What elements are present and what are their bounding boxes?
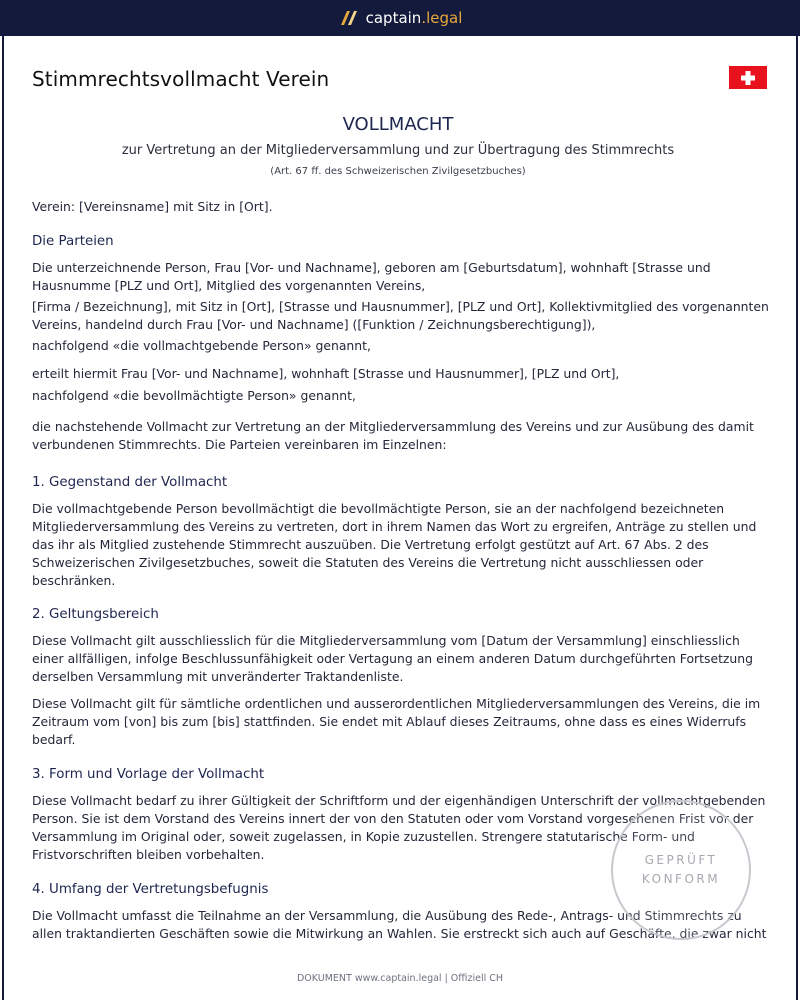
document-title: Stimmrechtsvollmacht Verein (32, 67, 330, 91)
parteien-paragraph-3: nachfolgend «die vollmachtgebende Person» genannt, (32, 338, 371, 353)
section-heading-parteien: Die Parteien (32, 234, 114, 249)
swiss-flag-icon (729, 66, 767, 89)
stamp-line-2: KONFORM (641, 872, 721, 886)
main-heading: VOLLMACHT (342, 114, 454, 135)
section-1-paragraph-1: Die vollmachtgebende Person bevollmächtigt die bevollmächtigte Person, sie an der nachfolgend bezeichneten Mitgliederversammlung des Vereins zu vertreten, dort in ihrem Namen das Wort zu ergreifen, Anträge zu stellen und das ihr als Mitglied zustehende Stimmrecht auszuüben. Die Vertretung erfolgt gestützt auf Art. 67 Abs. 2 des Schweizerischen Zivilgesetzbuches, soweit die Statuten des Vereins die Vertretung nicht ausschliessen oder beschränken. (32, 501, 757, 588)
section-heading-4: 4. Umfang der Vertretungsbefugnis (32, 882, 269, 897)
legal-reference: (Art. 67 ff. des Schweizerischen Zivilgesetzbuches) (270, 166, 526, 177)
parteien-paragraph-6: die nachstehende Vollmacht zur Vertretung an der Mitgliederversammlung des Vereins und zur Ausübung des damit verbundenen Stimmrechts. Die Parteien vereinbaren im Einzelnen: (32, 419, 754, 452)
section-heading-1: 1. Gegenstand der Vollmacht (32, 475, 228, 490)
parteien-paragraph-4: erteilt hiermit Frau [Vor- und Nachname], wohnhaft [Strasse und Hausnummer], [PLZ und Ort], (32, 366, 620, 381)
section-3-paragraph-1: Diese Vollmacht bedarf zu ihrer Gültigkeit der Schriftform und der eigenhändigen Unterschrift der vollmachtgebenden Person. Sie ist dem Vorstand des Vereins innert der von den Statuten oder vom Vorstand vorgesehenen Frist vor der Versammlung im Original oder, soweit zugelassen, in Kopie zuzustellen. Strengere statutarische Form- und Fristvorschriften bleiben vorbehalten. (32, 793, 766, 862)
parteien-paragraph-5: nachfolgend «die bevollmächtigte Person» genannt, (32, 388, 356, 403)
top-bar (0, 0, 800, 36)
footer-text: DOKUMENT www.captain.legal | Offiziell CH (296, 973, 504, 984)
brand-name: captain.legal (365, 9, 463, 27)
parteien-paragraph-2: [Firma / Bezeichnung], mit Sitz in [Ort], [Strasse und Hausnummer], [PLZ und Ort], Kollektivmitglied des vorgenannten Vereins, handelnd durch Frau [Vor- und Nachname] ([Funktion / Zeichnungsberechtigung]), (32, 299, 769, 332)
section-heading-2: 2. Geltungsbereich (32, 607, 159, 622)
verein-line: Verein: [Vereinsname] mit Sitz in [Ort]. (32, 199, 273, 214)
section-4-paragraph-1: Die Vollmacht umfasst die Teilnahme an der Versammlung, die Ausübung des Rede-, Antrags- und Stimmrechts zu allen traktandierten Geschäften sowie die Mitwirkung an Wahlen. Sie erstreckt sich auch auf Geschäfte, die zwar nicht (32, 908, 767, 941)
section-2-paragraph-2: Diese Vollmacht gilt für sämtliche ordentlichen und ausserordentlichen Mitgliederversammlungen des Vereins, die im Zeitraum vom [von] bis zum [bis] stattfinden. Sie endet mit Ablauf dieses Zeitraums, ohne dass es eines Widerrufs bedarf. (32, 696, 761, 747)
brand-logo[interactable] (338, 9, 463, 27)
stamp-line-1: GEPRÜFT (644, 853, 718, 867)
section-2-paragraph-1: Diese Vollmacht gilt ausschliesslich für die Mitgliederversammlung vom [Datum der Versammlung] einschliesslich einer allfälligen, infolge Beschlussunfähigkeit oder Vertagung an einem anderen Datum durchgeführten Fortsetzung derselben Versammlung mit unveränderter Traktandenliste. (32, 633, 754, 684)
section-heading-3: 3. Form und Vorlage der Vollmacht (32, 767, 265, 782)
approval-stamp (611, 800, 751, 940)
subtitle: zur Vertretung an der Mitgliederversammlung und zur Übertragung des Stimmrechts (121, 143, 675, 158)
double-slash-logo-icon (338, 10, 358, 26)
parteien-paragraph-1: Die unterzeichnende Person, Frau [Vor- und Nachname], geboren am [Geburtsdatum], wohnhaft [Strasse und Hausnumme [PLZ und Ort], Mitglied des vorgenannten Vereins, (32, 260, 711, 293)
